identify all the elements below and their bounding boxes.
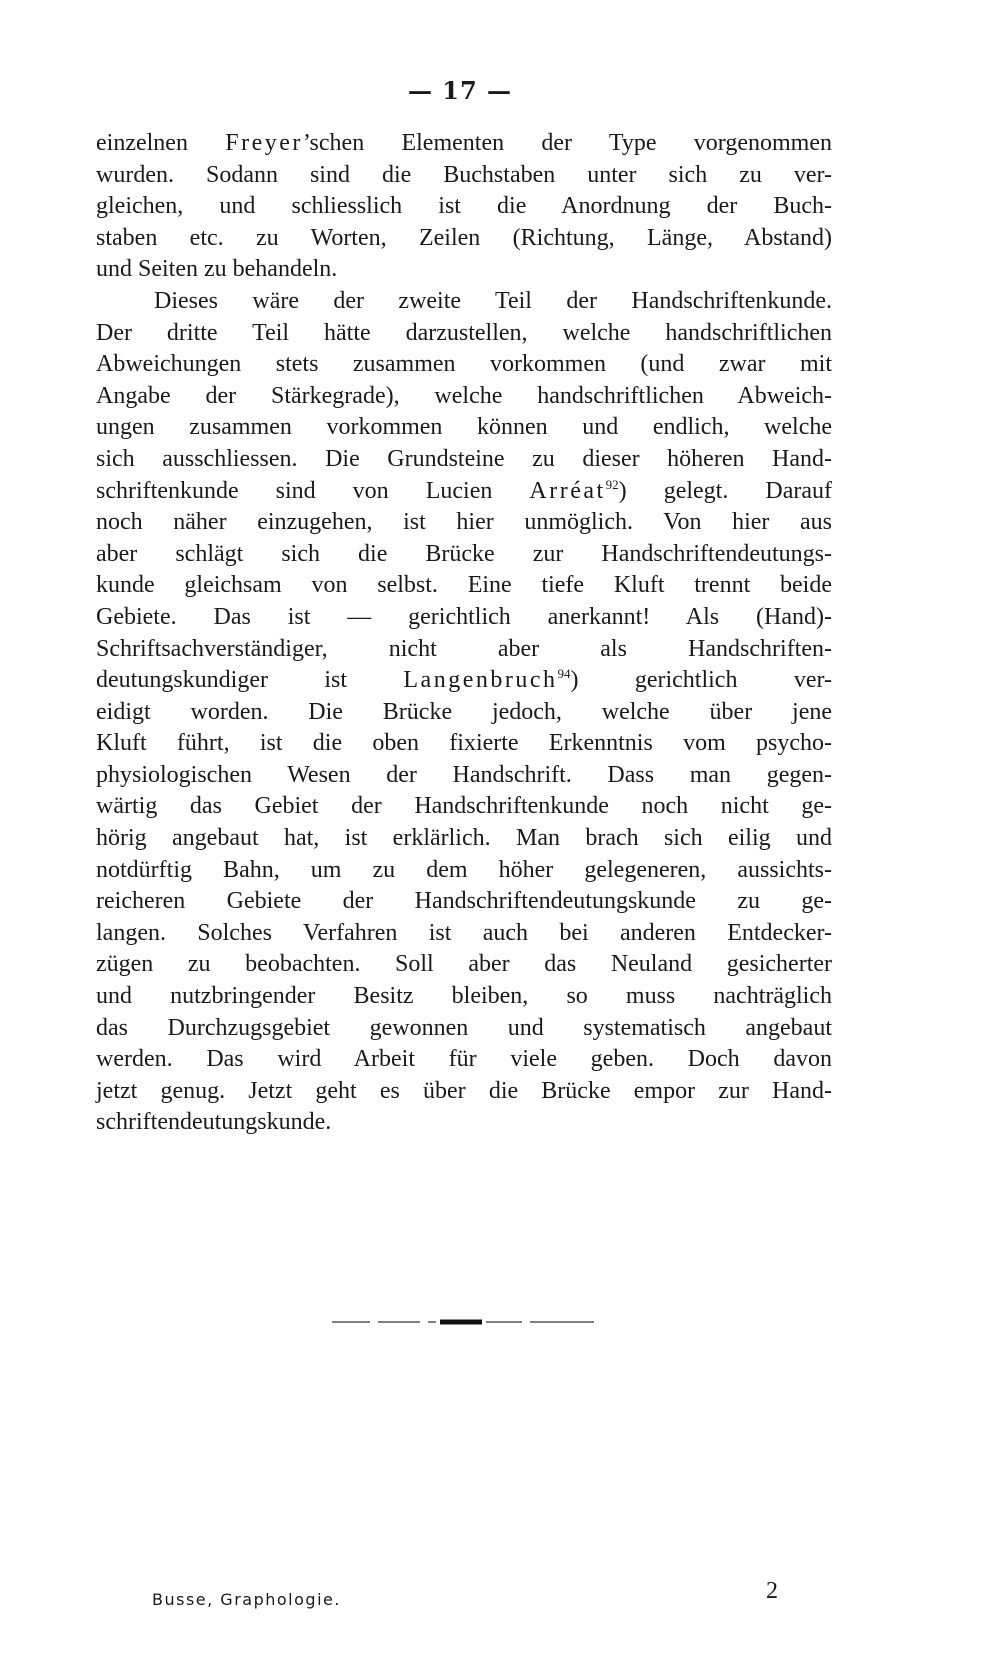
text-line (96, 254, 832, 286)
text-run: Gebiete. Das ist — gerichtlich anerkannt! Als (Hand)- (96, 603, 832, 630)
footnote-reference: 92 (605, 476, 619, 492)
text-run: kunde gleichsam von selbst. Eine tiefe Kluft trennt beide (96, 572, 832, 599)
text-run: reicheren Gebiete der Handschriftendeutungskunde zu ge- (96, 888, 832, 915)
text-line (96, 476, 832, 508)
text-line (96, 128, 832, 160)
text-run: physiologischen Wesen der Handschrift. Dass man gegen- (96, 761, 832, 788)
text-line (96, 728, 832, 760)
text-run: schriftenkunde sind von Lucien (96, 477, 530, 504)
text-run: Abweichungen stets zusammen vorkommen (und zwar mit (96, 351, 832, 378)
text-run: hörig angebaut hat, ist erklärlich. Man brach sich eilig und (96, 825, 832, 852)
text-run: eidigt worden. Die Brücke jedoch, welche über jene (96, 698, 832, 725)
text-run: das Durchzugsgebiet gewonnen und systematisch angebaut (96, 1014, 832, 1041)
text-line (96, 949, 832, 981)
text-run: Schriftsachverständiger, nicht aber als Handschriften- (96, 635, 832, 662)
spaced-name: Arréat (529, 477, 606, 504)
text-line (96, 1044, 832, 1076)
text-line (96, 570, 832, 602)
text-run: wurden. Sodann sind die Buchstaben unter sich zu ver- (96, 161, 832, 188)
text-line (96, 1107, 832, 1139)
text-line (96, 791, 832, 823)
text-run: staben etc. zu Worten, Zeilen (Richtung, Länge, Abstand) (96, 224, 832, 251)
text-line (96, 381, 832, 413)
text-line (96, 697, 832, 729)
text-run: wärtig das Gebiet der Handschriftenkunde noch nicht ge- (96, 793, 832, 820)
text-line (96, 191, 832, 223)
text-run: langen. Solches Verfahren ist auch bei anderen Entdecker- (96, 919, 832, 946)
text-run: ) gerichtlich ver- (570, 667, 832, 694)
text-line (96, 286, 832, 318)
text-run: schriftendeutungskunde. (96, 1109, 332, 1136)
text-run: Kluft führt, ist die oben fixierte Erkenntnis vom psycho- (96, 730, 832, 757)
text-line (96, 160, 832, 192)
text-line (96, 318, 832, 350)
footnote-reference: 94 (557, 666, 571, 682)
text-line (96, 665, 832, 697)
text-line (96, 507, 832, 539)
text-line (96, 886, 832, 918)
text-run: und Seiten zu behandeln. (96, 256, 338, 283)
text-run: ’schen Elementen der Type vorgenommen (302, 130, 832, 156)
text-run: und nutzbringender Besitz bleiben, so muss nachträglich (96, 983, 832, 1010)
text-run: ) gelegt. Darauf (618, 477, 832, 504)
text-run: deutungskundiger ist (96, 667, 404, 694)
text-line (96, 539, 832, 571)
text-line (96, 981, 832, 1013)
text-run: notdürftig Bahn, um zu dem höher gelegeneren, aussichts- (96, 856, 832, 883)
spaced-name: Langenbruch (403, 667, 558, 694)
text-run: noch näher einzugehen, ist hier unmöglich. Von hier aus (96, 509, 832, 536)
text-line (96, 412, 832, 444)
text-run: jetzt genug. Jetzt geht es über die Brücke empor zur Hand- (96, 1077, 832, 1104)
text-line (96, 634, 832, 666)
text-run: Der dritte Teil hätte darzustellen, welche handschriftlichen (96, 319, 832, 346)
text-line (96, 1013, 832, 1045)
text-run: Dieses wäre der zweite Teil der Handschriftenkunde. (154, 287, 832, 314)
text-run: einzelnen (96, 130, 226, 156)
text-line (96, 918, 832, 950)
text-line (96, 223, 832, 255)
text-line (96, 855, 832, 887)
text-run: gleichen, und schliesslich ist die Anordnung der Buch- (96, 193, 832, 220)
text-run: aber schlägt sich die Brücke zur Handschriftendeutungs- (96, 540, 832, 567)
section-divider-ornament (332, 1318, 594, 1326)
spaced-name: Freyer (225, 130, 303, 156)
text-run: Angabe der Stärkegrade), welche handschriftlichen Abweich- (96, 382, 832, 409)
text-line (96, 760, 832, 792)
text-line (96, 349, 832, 381)
body-text (96, 128, 832, 1139)
page-number: — 17 — (407, 76, 513, 105)
text-line (96, 444, 832, 476)
text-line (96, 602, 832, 634)
text-run: sich ausschliessen. Die Grundsteine zu dieser höheren Hand- (96, 445, 832, 472)
text-line (96, 1076, 832, 1108)
text-run: zügen zu beobachten. Soll aber das Neuland gesicherter (96, 951, 832, 978)
footer-signature: Busse, Graphologie. (152, 1590, 341, 1609)
sheet-number: 2 (766, 1578, 778, 1604)
text-line (96, 823, 832, 855)
text-run: ungen zusammen vorkommen können und endlich, welche (96, 414, 832, 441)
text-run: werden. Das wird Arbeit für viele geben. Doch davon (96, 1046, 832, 1073)
